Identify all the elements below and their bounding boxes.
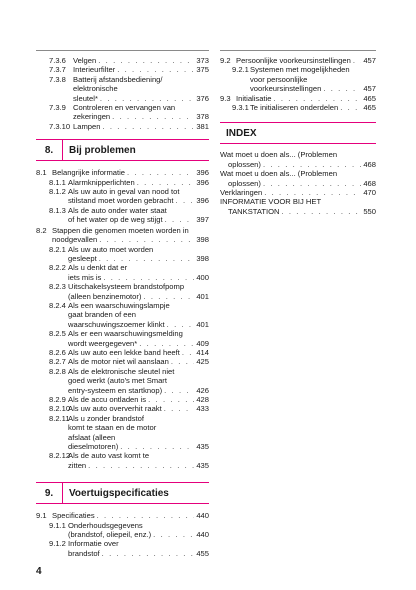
entry-title: Als uw auto oververhit raakt: [68, 404, 162, 414]
entry-title: Als een waarschuwingslampje: [68, 300, 170, 310]
entry-title: Persoonlijke voorkeursinstellingen: [236, 56, 351, 65]
entry-number: 8.1.3: [49, 205, 66, 215]
index-entry[interactable]: [220, 188, 376, 197]
toc-entry[interactable]: [36, 395, 209, 404]
toc-list-chapter8: [36, 168, 209, 470]
entry-page: 435: [196, 442, 209, 452]
dot-leader: [264, 188, 361, 197]
entry-number: 8.2.1: [49, 244, 66, 254]
entry-title: brandstof: [68, 548, 100, 558]
entry-title: Stappen die genomen moeten worden in: [52, 225, 189, 235]
toc-entry[interactable]: [36, 103, 209, 122]
entry-title: wordt weergegeven*: [68, 338, 138, 348]
entry-page: 425: [196, 357, 209, 367]
entry-number: 8.2.5: [49, 329, 66, 339]
dot-leader: [171, 357, 194, 366]
toc-entry[interactable]: [36, 245, 209, 264]
section-header-9: [36, 482, 209, 504]
entry-title: elektronische: [73, 84, 118, 94]
entry-page: 381: [196, 121, 209, 131]
entry-title: Specificaties: [52, 511, 95, 521]
entry-title: zitten: [68, 460, 87, 470]
toc-entry[interactable]: [36, 122, 209, 131]
dot-leader: [99, 254, 195, 263]
entry-title: Lampen: [73, 121, 101, 131]
entry-title: Als de elektronische sleutel niet: [68, 366, 175, 376]
dot-leader: [164, 386, 194, 395]
entry-number: 9.1.1: [49, 520, 66, 530]
dot-leader: [165, 215, 195, 224]
entry-title: Als de accu ontladen is: [68, 395, 147, 404]
entry-title: Te initialiseren onderdelen: [250, 103, 339, 113]
entry-number: 7.3.7: [49, 65, 66, 75]
entry-title: Wat moet u doen als... (Problemen: [220, 150, 338, 160]
dot-leader: [164, 404, 195, 413]
entry-page: 409: [196, 338, 209, 348]
toc-entry[interactable]: [220, 103, 376, 112]
dot-leader: [127, 168, 194, 177]
entry-page: 396: [196, 177, 209, 187]
dot-leader: [281, 207, 361, 216]
entry-number: 8.1.2: [49, 187, 66, 197]
toc-entry[interactable]: [36, 168, 209, 177]
dot-leader: [176, 196, 195, 205]
entry-page: 396: [196, 168, 209, 178]
entry-page: 470: [363, 188, 376, 198]
dot-leader: [263, 179, 361, 188]
entry-page: 433: [196, 404, 209, 414]
entry-title: Als er een waarschuwingsmelding: [68, 329, 183, 339]
entry-title: Alarmknipperlichten: [68, 177, 135, 187]
index-list: [220, 150, 376, 216]
dot-leader: [167, 320, 195, 329]
entry-page: 426: [196, 385, 209, 395]
toc-entry[interactable]: [36, 263, 209, 282]
toc-entry[interactable]: [36, 539, 209, 558]
entry-number: 8.1: [36, 168, 47, 178]
entry-page: 440: [196, 511, 209, 521]
dot-leader: [98, 56, 194, 65]
entry-page: 414: [196, 347, 209, 357]
entry-page: 375: [196, 65, 209, 75]
toc-entry[interactable]: [36, 75, 209, 103]
section-title: Bij problemen: [69, 144, 136, 156]
toc-entry[interactable]: [36, 226, 209, 245]
entry-title: Onderhoudsgegevens: [68, 520, 143, 530]
entry-page: 373: [196, 56, 209, 65]
entry-number: 8.2.7: [49, 357, 66, 367]
entry-number: 9.3: [220, 93, 231, 103]
entry-page: 396: [196, 196, 209, 206]
toc-entry[interactable]: [36, 187, 209, 206]
entry-title: Informatie over: [68, 539, 119, 549]
entry-page: 428: [196, 395, 209, 404]
dot-leader: [112, 112, 194, 121]
entry-title: Als u zonder brandstof: [68, 413, 144, 423]
dot-leader: [99, 235, 194, 244]
toc-entry[interactable]: [36, 357, 209, 366]
entry-title: Uitschakelsysteem brandstofpomp: [68, 282, 185, 292]
entry-number: 8.2.12: [49, 451, 71, 461]
entry-title: iets mis is: [68, 272, 102, 282]
toc-list-chapter9: [36, 511, 209, 558]
entry-title: (alleen benzinemotor): [68, 291, 142, 301]
entry-number: 8.2.8: [49, 366, 66, 376]
entry-number: 7.3.8: [49, 74, 66, 84]
dot-leader: [323, 84, 361, 93]
dot-leader: [182, 348, 194, 357]
entry-title: gaat branden of een: [68, 310, 136, 320]
index-entry[interactable]: [220, 197, 376, 216]
entry-page: 455: [196, 548, 209, 558]
entry-title: Als de motor niet wil aanslaan: [68, 357, 169, 367]
section-number: 9.: [36, 483, 63, 503]
toc-list-chapter7: [36, 56, 209, 131]
entry-number: 9.3.1: [232, 103, 249, 113]
section-header-8: [36, 139, 209, 161]
toc-entry[interactable]: [36, 367, 209, 395]
dot-leader: [273, 94, 361, 103]
dot-leader: [120, 442, 194, 451]
entry-number: 9.2: [220, 56, 231, 65]
entry-title: Velgen: [73, 56, 97, 65]
dot-leader: [103, 273, 194, 282]
toc-entry[interactable]: [36, 329, 209, 348]
toc-entry[interactable]: [36, 178, 209, 187]
toc-entry[interactable]: [36, 206, 209, 225]
dot-leader: [102, 122, 194, 131]
toc-entry[interactable]: [36, 282, 209, 301]
entry-title: Interieurfilter: [73, 65, 116, 75]
entry-number: 8.2.9: [49, 395, 66, 404]
entry-page: 468: [363, 159, 376, 169]
index-entry[interactable]: [220, 150, 376, 169]
toc-entry[interactable]: [36, 301, 209, 329]
entry-number: 8.2.2: [49, 263, 66, 273]
entry-number: 8.2.4: [49, 300, 66, 310]
entry-number: 8.2.3: [49, 282, 66, 292]
section-title: Voertuigspecificaties: [69, 487, 169, 499]
dot-leader: [137, 178, 195, 187]
page-number: 4: [36, 566, 42, 577]
entry-title: Als uw auto een lekke band heeft: [68, 347, 180, 357]
entry-number: 9.1.2: [49, 539, 66, 549]
entry-page: 398: [196, 253, 209, 263]
toc-list-chapter9-cont: [220, 56, 376, 112]
toc-entry[interactable]: [220, 56, 376, 65]
entry-title: afslaat (alleen: [68, 432, 116, 442]
toc-entry[interactable]: [36, 414, 209, 452]
entry-title: Batterij afstandsbediening/: [73, 74, 163, 84]
index-header: INDEX: [220, 122, 376, 144]
toc-entry[interactable]: [220, 65, 376, 93]
entry-page: 435: [196, 460, 209, 470]
dot-leader: [88, 461, 194, 470]
entry-page: 397: [196, 215, 209, 225]
entry-number: 9.2.1: [232, 65, 249, 75]
dot-leader: [340, 103, 361, 112]
toc-entry[interactable]: [220, 94, 376, 103]
entry-title: Wat moet u doen als... (Problemen: [220, 169, 338, 179]
entry-title: INFORMATIE VOOR BIJ HET: [220, 197, 322, 207]
entry-title: of het water op de weg stijgt: [68, 215, 163, 225]
entry-title: Als u denkt dat er: [68, 263, 128, 273]
entry-page: 378: [196, 112, 209, 122]
dot-leader: [263, 160, 361, 169]
toc-right-column: [220, 50, 376, 216]
entry-title: voorkeursinstellingen: [250, 84, 322, 94]
entry-title: (brandstof, oliepeil, enz.): [68, 530, 152, 540]
dot-leader: [100, 94, 194, 103]
entry-number: 8.1.1: [49, 177, 66, 187]
entry-title: Belangrijke informatie: [52, 168, 126, 178]
entry-number: 8.2.11: [49, 413, 70, 423]
entry-page: 465: [363, 93, 376, 103]
entry-number: 7.3.10: [49, 121, 71, 131]
entry-title: dieselmotoren): [68, 442, 119, 452]
toc-entry[interactable]: [36, 404, 209, 413]
entry-title: voor persoonlijke: [250, 74, 308, 84]
dot-leader: [153, 530, 194, 539]
entry-page: 457: [363, 84, 376, 94]
entry-number: 7.3.9: [49, 103, 66, 113]
entry-page: 398: [196, 235, 209, 245]
toc-entry[interactable]: [36, 348, 209, 357]
entry-title: oplossen): [228, 178, 261, 188]
entry-number: 8.2.10: [49, 404, 71, 414]
entry-page: 400: [196, 272, 209, 282]
entry-number: 8.2: [36, 225, 47, 235]
entry-page: 401: [196, 291, 209, 301]
dot-leader: [148, 395, 194, 404]
entry-title: komt te staan en de motor: [68, 423, 157, 433]
entry-number: 9.1: [36, 511, 47, 521]
dot-leader: [117, 65, 194, 74]
entry-title: Als uw auto moet worden: [68, 244, 154, 254]
entry-title: Initialisatie: [236, 93, 272, 103]
entry-page: 468: [363, 178, 376, 188]
section-number: 8.: [36, 140, 63, 160]
entry-page: 440: [196, 530, 209, 540]
entry-title: entry-systeem en startknop): [68, 385, 163, 395]
entry-title: Als uw auto in geval van nood tot: [68, 187, 180, 197]
entry-page: 457: [363, 56, 376, 65]
entry-number: 7.3.6: [49, 56, 66, 65]
dot-leader: [102, 549, 195, 558]
toc-entry[interactable]: [36, 65, 209, 74]
toc-entry[interactable]: [36, 521, 209, 540]
entry-title: zekeringen: [73, 112, 111, 122]
dot-leader: [97, 511, 195, 520]
entry-page: 465: [363, 103, 376, 113]
entry-title: gesleept: [68, 253, 97, 263]
entry-title: noodgevallen: [52, 235, 98, 245]
toc-entry[interactable]: [36, 511, 209, 520]
index-entry[interactable]: [220, 169, 376, 188]
entry-title: stilstand moet worden gebracht: [68, 196, 174, 206]
dot-leader: [139, 339, 194, 348]
entry-title: oplossen): [228, 159, 261, 169]
entry-title: Als de auto onder water staat: [68, 205, 167, 215]
entry-title: Systemen met mogelijkheden: [250, 65, 350, 75]
dot-leader: [353, 56, 362, 65]
top-rule: [36, 50, 209, 51]
entry-title: sleutel*: [73, 93, 98, 103]
toc-left-column: [36, 50, 209, 558]
dot-leader: [143, 292, 194, 301]
top-rule: [220, 50, 376, 51]
entry-page: 550: [363, 206, 376, 216]
entry-title: Controleren en vervangen van: [73, 103, 176, 113]
entry-page: 376: [196, 93, 209, 103]
entry-title: goed werkt (auto's met Smart: [68, 376, 167, 386]
entry-number: 8.2.6: [49, 347, 66, 357]
entry-page: 401: [196, 319, 209, 329]
entry-title: Verklaringen: [220, 188, 263, 198]
entry-title: Als de auto vast komt te: [68, 451, 150, 461]
entry-title: waarschuwingszoemer klinkt: [68, 319, 165, 329]
entry-title: TANKSTATION: [228, 206, 280, 216]
toc-entry[interactable]: [36, 56, 209, 65]
toc-entry[interactable]: [36, 451, 209, 470]
